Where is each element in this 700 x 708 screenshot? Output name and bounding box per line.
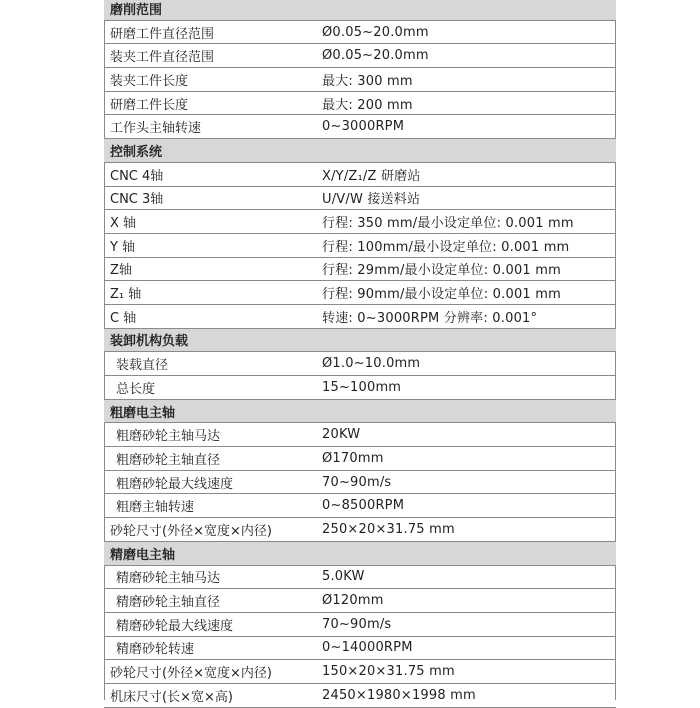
spec-row [104,471,616,495]
spec-label: 粗磨砂轮主轴直径 [116,452,221,468]
spec-label: 精磨砂轮主轴直径 [116,595,221,611]
spec-label: 精磨砂轮最大线速度 [116,618,234,634]
section-title: 粗磨电主轴 [110,405,176,421]
spec-label: 总长度 [116,381,156,397]
spec-label: 粗磨砂轮最大线速度 [116,476,234,492]
spec-value: 5.0KW [322,569,365,585]
spec-label: 粗磨砂轮主轴马达 [116,429,221,445]
spec-label: 精磨砂轮转速 [116,642,195,658]
spec-value: 最大: 300 mm [322,73,413,89]
spec-value: Ø170mm [322,450,384,466]
spec-label: 精磨砂轮主轴马达 [116,571,221,587]
spec-label: 砂轮尺寸(外径×宽度×内径) [110,523,272,539]
spec-value: Ø0.05~20.0mm [322,48,429,64]
spec-row [104,589,616,613]
spec-label: C 轴 [110,310,137,326]
spec-label: CNC 4轴 [110,168,164,184]
spec-row [104,44,616,68]
spec-label: CNC 3轴 [110,192,164,208]
section-header [104,329,616,353]
spec-value: 行程: 29mm/最小设定单位: 0.001 mm [322,263,561,279]
spec-label: Y 轴 [110,239,136,255]
section-title: 控制系统 [110,144,163,160]
spec-value: 150×20×31.75 mm [322,664,455,680]
spec-row [104,613,616,637]
spec-label: Z₁ 轴 [110,287,142,303]
spec-value: 15~100mm [322,379,402,395]
section-header [104,139,616,163]
spec-label: 机床尺寸(长×宽×高) [110,689,233,705]
spec-label: 装夹工件直径范围 [110,50,215,66]
spec-label: 研磨工件直径范围 [110,26,215,42]
spec-label: X 轴 [110,216,137,232]
spec-label: Z轴 [110,263,132,279]
section-header [104,0,616,21]
spec-table [104,0,616,708]
spec-value: 行程: 350 mm/最小设定单位: 0.001 mm [322,216,574,232]
spec-value: 行程: 100mm/最小设定单位: 0.001 mm [322,239,570,255]
spec-row [104,258,616,282]
spec-row [104,637,616,661]
spec-row [104,352,616,376]
spec-label: 砂轮尺寸(外径×宽度×内径) [110,666,272,682]
spec-value: Ø0.05~20.0mm [322,24,429,40]
spec-label: 工作头主轴转速 [110,121,202,137]
spec-row [104,684,616,708]
spec-label: 研磨工件长度 [110,97,189,113]
spec-value: 2450×1980×1998 mm [322,687,476,703]
spec-row [104,376,616,400]
spec-row [104,494,616,518]
spec-row [104,281,616,305]
spec-value: 最大: 200 mm [322,97,413,113]
spec-row [104,115,616,139]
spec-row [104,210,616,234]
spec-row [104,423,616,447]
spec-label: 装载直径 [116,358,169,374]
spec-label: 粗磨主轴转速 [116,500,195,516]
spec-value: 250×20×31.75 mm [322,521,455,537]
spec-row [104,21,616,45]
section-header [104,542,616,566]
spec-value: 70~90m/s [322,616,392,632]
spec-row [104,92,616,116]
spec-value: X/Y/Z₁/Z 研磨站 [322,168,421,184]
section-title: 磨削范围 [110,2,163,18]
spec-value: Ø120mm [322,593,384,609]
spec-row [104,187,616,211]
spec-value: Ø1.0~10.0mm [322,356,421,372]
spec-value: U/V/W 接送料站 [322,192,421,208]
spec-value: 0~14000RPM [322,640,413,656]
spec-row [104,518,616,542]
spec-value: 转速: 0~3000RPM 分辨率: 0.001° [322,310,538,326]
spec-value: 行程: 90mm/最小设定单位: 0.001 mm [322,287,561,303]
section-header [104,400,616,424]
section-title: 精磨电主轴 [110,547,176,563]
spec-value: 70~90m/s [322,474,392,490]
spec-row [104,566,616,590]
spec-row [104,305,616,329]
spec-row [104,68,616,92]
spec-row [104,447,616,471]
spec-row [104,234,616,258]
spec-value: 0~8500RPM [322,498,405,514]
spec-value: 0~3000RPM [322,119,405,135]
spec-row [104,163,616,187]
spec-label: 装夹工件长度 [110,73,189,89]
section-title: 装卸机构负载 [110,334,189,350]
spec-row [104,660,616,684]
spec-value: 20KW [322,427,361,443]
